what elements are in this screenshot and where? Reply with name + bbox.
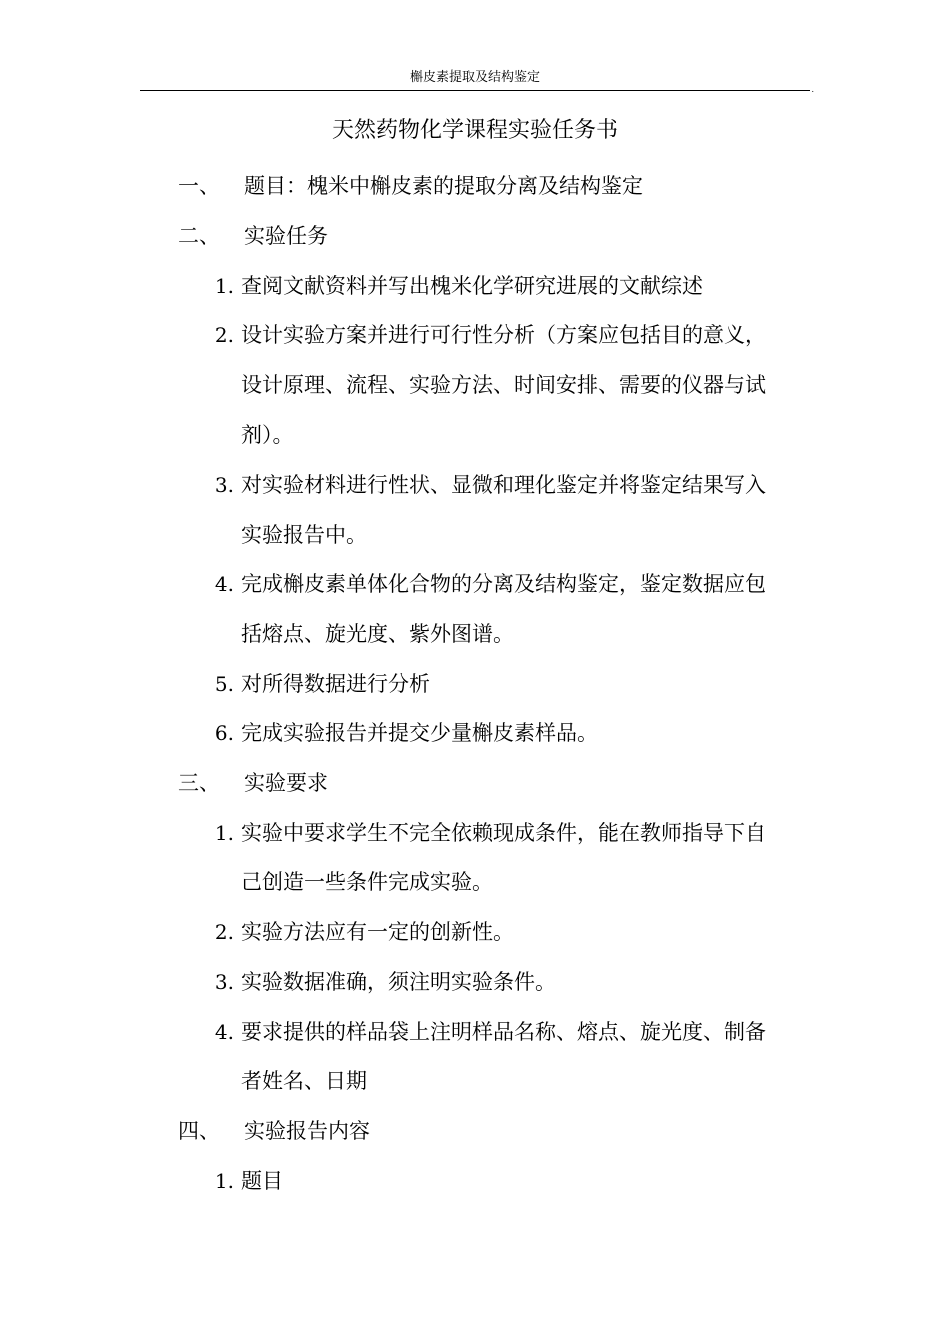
section-number: 二、 bbox=[178, 224, 220, 248]
list-item-line: 实验方法应有一定的创新性。 bbox=[241, 920, 514, 944]
list-item-number: 4. bbox=[214, 572, 234, 596]
list-item-number: 3. bbox=[214, 473, 234, 497]
list-item-number: 4. bbox=[214, 1020, 234, 1044]
section-title: 实验要求 bbox=[244, 771, 328, 795]
page-header bbox=[140, 68, 814, 94]
list-item-number: 2. bbox=[214, 920, 234, 944]
header-mark: . bbox=[811, 85, 814, 94]
list-item-line: 对所得数据进行分析 bbox=[241, 672, 430, 696]
list-item-number: 5. bbox=[214, 672, 234, 696]
list-item-number: 2. bbox=[214, 323, 234, 347]
list-item-number: 1. bbox=[214, 821, 234, 845]
section-number: 三、 bbox=[178, 771, 220, 795]
list-item-line: 要求提供的样品袋上注明样品名称、熔点、旋光度、制备 bbox=[241, 1020, 766, 1044]
list-item-line: 实验中要求学生不完全依赖现成条件，能在教师指导下自 bbox=[241, 821, 766, 845]
list-item-line: 完成实验报告并提交少量槲皮素样品。 bbox=[241, 721, 598, 745]
list-item-line: 查阅文献资料并写出槐米化学研究进展的文献综述 bbox=[241, 274, 703, 298]
list-item-line: 设计实验方案并进行可行性分析（方案应包括目的意义， bbox=[241, 323, 766, 347]
section-title: 实验任务 bbox=[244, 224, 328, 248]
section-number: 四、 bbox=[178, 1119, 220, 1143]
section-number: 一、 bbox=[178, 174, 220, 198]
section-title: 实验报告内容 bbox=[244, 1119, 370, 1143]
list-item-line: 剂）。 bbox=[241, 423, 294, 447]
list-item-line: 者姓名、日期 bbox=[241, 1069, 367, 1093]
list-item-number: 1. bbox=[214, 274, 234, 298]
section-topic: 槐米中槲皮素的提取分离及结构鉴定 bbox=[307, 174, 643, 198]
section-label: 题目： bbox=[244, 174, 307, 198]
running-title: 槲皮素提取及结构鉴定 bbox=[409, 70, 540, 85]
list-item-line: 实验数据准确，须注明实验条件。 bbox=[241, 970, 556, 994]
list-item-number: 6. bbox=[214, 721, 234, 745]
list-item-line: 设计原理、流程、实验方法、时间安排、需要的仪器与试 bbox=[241, 373, 766, 397]
list-item-line: 己创造一些条件完成实验。 bbox=[241, 870, 493, 894]
list-item-number: 1. bbox=[214, 1169, 234, 1193]
list-item-line: 括熔点、旋光度、紫外图谱。 bbox=[241, 622, 514, 646]
list-item-number: 3. bbox=[214, 970, 234, 994]
list-item-line: 实验报告中。 bbox=[241, 523, 367, 547]
section-title bbox=[244, 169, 643, 203]
document-title: 天然药物化学课程实验任务书 bbox=[331, 118, 618, 143]
list-item-line: 对实验材料进行性状、显微和理化鉴定并将鉴定结果写入 bbox=[241, 473, 766, 497]
list-item-line: 完成槲皮素单体化合物的分离及结构鉴定，鉴定数据应包 bbox=[241, 572, 766, 596]
list-item-line: 题目 bbox=[241, 1169, 283, 1193]
